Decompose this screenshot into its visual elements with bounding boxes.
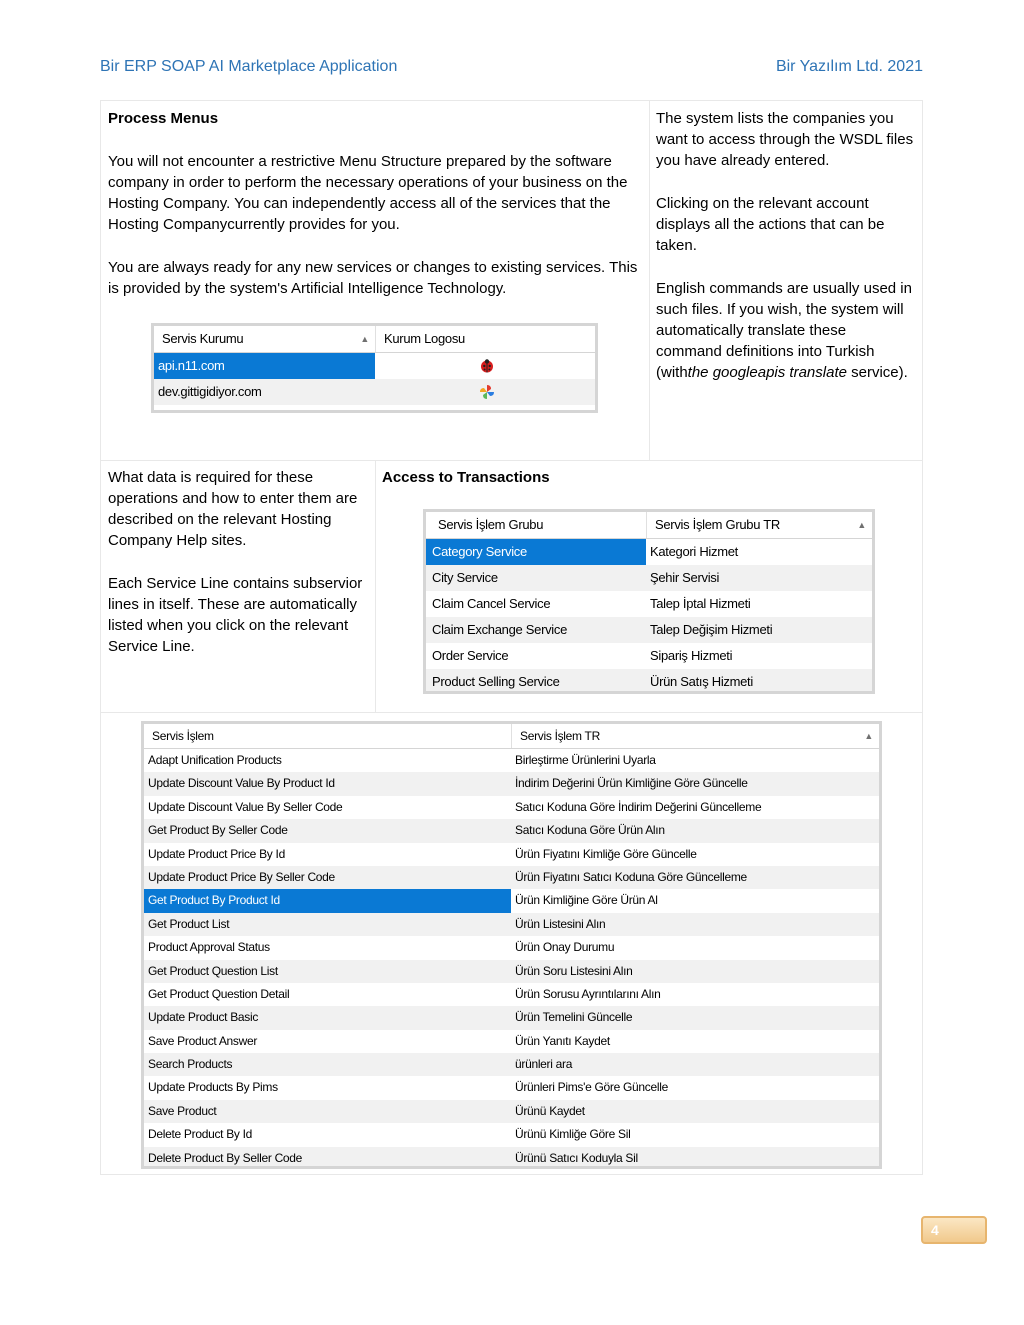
divider bbox=[649, 101, 650, 460]
paragraph: What data is required for these operations and how to enter them are described on the relevant Hosting Company Help sites. bbox=[108, 469, 358, 549]
group-name-tr[interactable]: Şehir Servisi bbox=[650, 570, 720, 585]
paragraph: Clicking on the relevant account displays all the actions that can be taken. bbox=[656, 195, 885, 254]
list-item[interactable] bbox=[144, 936, 879, 959]
list-item[interactable] bbox=[144, 749, 879, 772]
list-item[interactable] bbox=[144, 772, 879, 795]
divider bbox=[375, 460, 376, 712]
operation-name-tr[interactable]: Ürün Yanıtı Kaydet bbox=[515, 1033, 610, 1048]
list-item[interactable] bbox=[426, 539, 872, 565]
process-menus-cell bbox=[108, 108, 638, 299]
list-item[interactable] bbox=[144, 796, 879, 819]
list-item[interactable] bbox=[144, 1053, 879, 1076]
operation-name-tr[interactable]: Ürün Onay Durumu bbox=[515, 940, 615, 955]
operation-name[interactable]: Search Products bbox=[148, 1057, 233, 1072]
list-item[interactable] bbox=[144, 889, 879, 912]
operation-name[interactable]: Save Product Answer bbox=[148, 1033, 258, 1048]
paragraph bbox=[656, 278, 914, 383]
operation-name-tr[interactable]: Ürün Listesini Alın bbox=[515, 916, 606, 931]
list-item[interactable] bbox=[144, 960, 879, 983]
operation-name[interactable]: Update Products By Pims bbox=[148, 1080, 278, 1095]
italic-text: the googleapis translate bbox=[687, 364, 847, 381]
column-header[interactable] bbox=[511, 724, 879, 748]
divider bbox=[101, 460, 922, 461]
operation-name-tr[interactable]: İndirim Değerini Ürün Kimliğine Göre Güncelle bbox=[515, 776, 748, 791]
group-name-tr[interactable]: Kategori Hizmet bbox=[650, 544, 738, 559]
column-label: Servis Kurumu bbox=[162, 331, 244, 346]
list-item[interactable] bbox=[144, 1076, 879, 1099]
operation-name[interactable]: Get Product By Seller Code bbox=[148, 823, 288, 838]
company-logo bbox=[375, 379, 595, 405]
operation-name-tr[interactable]: Satıcı Koduna Göre İndirim Değerini Güncelleme bbox=[515, 799, 762, 814]
ladybug-icon bbox=[480, 359, 494, 373]
paragraph: You will not encounter a restrictive Menu Structure prepared by the software company in order to perform the necessary operations of your business on the Hosting Company. You can independently access all of the services that the Hosting Companycurrently provides for you. bbox=[108, 153, 628, 233]
list-item[interactable] bbox=[144, 1006, 879, 1029]
operation-name[interactable]: Get Product Question List bbox=[148, 963, 278, 978]
list-header bbox=[144, 724, 879, 749]
company-name[interactable]: api.n11.com bbox=[154, 353, 375, 379]
operation-name-tr[interactable]: Birleştirme Ürünlerini Uyarla bbox=[515, 753, 656, 767]
list-header bbox=[426, 512, 872, 539]
operation-name-tr[interactable]: Satıcı Koduna Göre Ürün Alın bbox=[515, 823, 665, 838]
list-item[interactable] bbox=[144, 1147, 879, 1169]
operation-name-tr[interactable]: Ürün Sorusu Ayrıntılarını Alın bbox=[515, 986, 661, 1001]
operation-name[interactable]: Save Product bbox=[148, 1103, 217, 1118]
list-item[interactable] bbox=[426, 643, 872, 669]
header-right: Bir Yazılım Ltd. 2021 bbox=[775, 58, 923, 75]
column-label: Servis İşlem bbox=[152, 729, 214, 743]
header-left: Bir ERP SOAP AI Marketplace Application bbox=[100, 58, 398, 75]
operation-name-tr[interactable]: Ürünü Kaydet bbox=[515, 1103, 585, 1118]
operation-name-tr[interactable]: Ürünleri Pims'e Göre Güncelle bbox=[515, 1080, 668, 1095]
operation-name[interactable]: Delete Product By Seller Code bbox=[148, 1150, 303, 1165]
operation-name[interactable]: Delete Product By Id bbox=[148, 1127, 253, 1142]
group-name[interactable]: Category Service bbox=[426, 539, 646, 565]
operation-name-tr[interactable]: Ürün Kimliğine Göre Ürün Al bbox=[515, 893, 658, 908]
list-item[interactable] bbox=[426, 669, 872, 694]
list-item[interactable] bbox=[426, 591, 872, 617]
operation-name[interactable]: Update Product Price By Seller Code bbox=[148, 869, 335, 884]
help-description-cell bbox=[108, 467, 368, 657]
group-name-tr[interactable]: Talep Değişim Hizmeti bbox=[650, 622, 773, 637]
group-name[interactable]: Claim Cancel Service bbox=[432, 596, 551, 611]
wsdl-description-cell bbox=[656, 108, 914, 383]
pinwheel-icon bbox=[479, 384, 495, 400]
section-title: Process Menus bbox=[108, 110, 219, 127]
operation-name-tr[interactable]: ürünleri ara bbox=[515, 1057, 573, 1072]
list-item[interactable] bbox=[144, 819, 879, 842]
paragraph: Each Service Line contains subservior lines in itself. These are automatically listed when you click on the relevant Service Line. bbox=[108, 575, 363, 655]
operation-name[interactable]: Update Discount Value By Seller Code bbox=[148, 799, 343, 814]
page-number-badge: 4 bbox=[921, 1216, 987, 1244]
group-name-tr[interactable]: Sipariş Hizmeti bbox=[650, 648, 733, 663]
group-name[interactable]: Product Selling Service bbox=[432, 674, 560, 689]
operation-name[interactable]: Update Product Price By Id bbox=[148, 846, 285, 861]
list-header bbox=[154, 326, 595, 353]
operation-name-tr[interactable]: Ürün Soru Listesini Alın bbox=[515, 963, 633, 978]
column-label: Servis İşlem Grubu bbox=[438, 517, 544, 532]
paragraph: The system lists the companies you want to access through the WSDL files you have already entered. bbox=[656, 110, 914, 169]
column-label: Kurum Logosu bbox=[384, 331, 465, 346]
list-item[interactable] bbox=[426, 617, 872, 643]
list-item[interactable] bbox=[154, 379, 595, 405]
company-logo bbox=[375, 353, 595, 379]
operation-name-tr[interactable]: Ürünü Satıcı Koduyla Sil bbox=[515, 1150, 638, 1165]
list-item[interactable] bbox=[144, 913, 879, 936]
operation-name[interactable]: Product Approval Status bbox=[148, 940, 270, 955]
operation-name[interactable]: Update Product Basic bbox=[148, 1010, 259, 1025]
service-operations-list-view[interactable] bbox=[141, 721, 882, 1169]
column-label: Servis İşlem Grubu TR bbox=[655, 517, 780, 532]
divider bbox=[101, 712, 922, 713]
operation-name[interactable]: Get Product Question Detail bbox=[148, 986, 290, 1001]
column-label: Servis İşlem TR bbox=[520, 729, 600, 743]
group-name-tr[interactable]: Talep İptal Hizmeti bbox=[650, 596, 751, 611]
column-header[interactable] bbox=[144, 724, 511, 748]
column-header[interactable] bbox=[154, 326, 375, 352]
list-item[interactable] bbox=[144, 1100, 879, 1123]
column-header[interactable] bbox=[426, 512, 646, 538]
column-header[interactable] bbox=[375, 326, 595, 352]
section-title: Access to Transactions bbox=[382, 469, 550, 486]
operation-name[interactable]: Get Product List bbox=[148, 916, 230, 931]
company-list-view[interactable] bbox=[151, 323, 598, 413]
group-name-tr[interactable]: Ürün Satış Hizmeti bbox=[650, 674, 753, 689]
list-item[interactable] bbox=[144, 983, 879, 1006]
paragraph: You are always ready for any new services or changes to existing services. This is provided by the system's Artificial Intelligence Technology. bbox=[108, 259, 638, 297]
column-header[interactable] bbox=[646, 512, 872, 538]
operation-name[interactable]: Update Discount Value By Product Id bbox=[148, 776, 335, 791]
group-name[interactable]: Order Service bbox=[432, 648, 509, 663]
list-item[interactable] bbox=[426, 565, 872, 591]
operation-name[interactable]: Get Product By Product Id bbox=[144, 889, 511, 912]
sort-ascending-icon: ▲ bbox=[864, 731, 873, 741]
service-group-list-view[interactable] bbox=[423, 509, 875, 694]
operation-name-tr[interactable]: Ürünü Kimliğe Göre Sil bbox=[515, 1127, 631, 1142]
operation-name-tr[interactable]: Ürün Temelini Güncelle bbox=[515, 1010, 633, 1025]
list-item[interactable] bbox=[144, 843, 879, 866]
sort-ascending-icon: ▲ bbox=[360, 334, 369, 344]
operation-name[interactable]: Adapt Unification Products bbox=[148, 753, 282, 767]
company-name[interactable]: dev.gittigidiyor.com bbox=[158, 384, 262, 399]
operation-name-tr[interactable]: Ürün Fiyatını Kimliğe Göre Güncelle bbox=[515, 846, 697, 861]
list-item[interactable] bbox=[144, 866, 879, 889]
text-span: English commands are usually used in such files. If you wish, the system will automatically translate these command definitions into Turkish (with bbox=[656, 280, 912, 381]
access-transactions-cell bbox=[382, 467, 912, 488]
list-item[interactable] bbox=[144, 1123, 879, 1146]
operation-name-tr[interactable]: Ürün Fiyatını Satıcı Koduna Göre Güncelleme bbox=[515, 869, 747, 884]
list-item[interactable] bbox=[154, 353, 595, 379]
text-span: service). bbox=[846, 364, 908, 381]
list-item[interactable] bbox=[144, 1030, 879, 1053]
sort-ascending-icon: ▲ bbox=[857, 520, 866, 530]
group-name[interactable]: City Service bbox=[432, 570, 498, 585]
group-name[interactable]: Claim Exchange Service bbox=[432, 622, 568, 637]
